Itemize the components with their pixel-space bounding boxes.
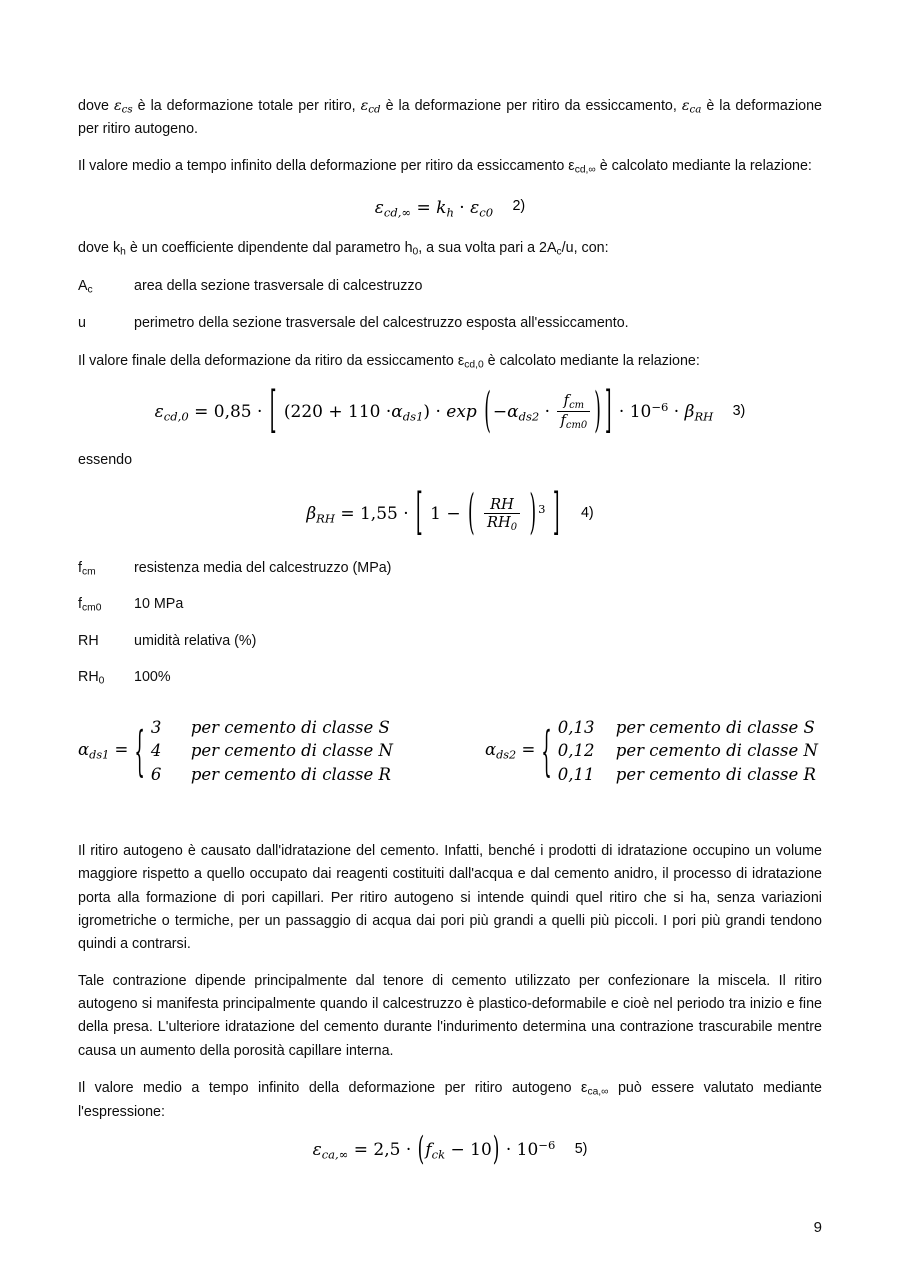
definition-description: resistenza media del calcestruzzo (MPa) bbox=[134, 560, 392, 577]
alpha-cases-block bbox=[78, 716, 822, 786]
text-dove: dove bbox=[78, 98, 114, 114]
text-deformazione-autogeno: è la deformazione per ritiro autogeno. bbox=[78, 98, 822, 138]
eq3-fraction: $\frac{f_{cm}}{f_{cm0}}$ bbox=[557, 392, 590, 431]
cases-row: 0,11 per cemento di classe R bbox=[557, 764, 816, 784]
paragraph-valore-finale: Il valore finale della deformazione da ritiro da essiccamento $\varepsilon_{cd,0}$ è calcolato mediante la relazione: bbox=[78, 352, 700, 371]
paragraph-valore-medio-essiccamento: Il valore medio a tempo infinito della deformazione per ritiro da essiccamento $\varepsilon_{cd,\infty}$ è calcolato mediante la relazione: bbox=[78, 158, 812, 176]
cases-row: 4 per cemento di classe N bbox=[150, 741, 393, 761]
eq5-number: 5) bbox=[574, 1140, 588, 1157]
equation-3: $\varepsilon_{cd,0} = 0,85$ · [ $(220 + 110 \cdot\alpha_{ds1}) \cdot \exp$ ( $-\alpha_{ds2}$ · $\frac{f_{cm}}{f_{cm0}}$ ) ] · $10^{-6} \cdot \beta_{RH}$ 3) bbox=[154, 382, 746, 441]
paragraph-valore-medio-autogeno: Il valore medio a tempo infinito della deformazione per ritiro autogeno $\varepsilon_{ca,\infty}$ può essere valutato mediante l'espressione: bbox=[78, 1079, 822, 1120]
cases-row: 0,13 per cemento di classe S bbox=[557, 718, 815, 738]
left-brace-icon: { bbox=[134, 720, 145, 783]
equation-2: $\varepsilon_{cd,\infty} = k_h \cdot \varepsilon_{c0}$ 2) bbox=[374, 197, 526, 220]
symbol-epsilon-ca: $\varepsilon_{ca}$ bbox=[681, 98, 702, 116]
definition-row bbox=[78, 275, 822, 299]
definition-row bbox=[78, 593, 822, 617]
definition-description: 100% bbox=[134, 668, 171, 685]
paragraph-kh-coefficient: dove $k_h$ è un coefficiente dipendente dal parametro $h_0$, a sua volta pari a $2A_c/u$, con: bbox=[78, 240, 609, 258]
page-number: 9 bbox=[813, 1219, 822, 1236]
equation-4: $\beta_{RH} = 1,55$ · [ 1 − ( $\frac{RH}{RH_0}$ ) $^3$ ] 4) bbox=[306, 485, 594, 544]
text-deformazione-totale: è la deformazione totale per ritiro, bbox=[132, 98, 361, 114]
definition-description: perimetro della sezione trasversale del calcestruzzo esposta all'essiccamento. bbox=[134, 314, 629, 331]
alpha-ds1-cases: $\alpha_{ds1}$ = { 3 per cemento di classe S 4 per cemento di classe N 6 per cemento di classe R bbox=[78, 716, 393, 786]
subscript-cd-inf: cd,∞ bbox=[574, 164, 596, 176]
paragraph-ritiro-autogeno-1: Il ritiro autogeno è causato dall'idratazione del cemento. Infatti, benché i prodotti di idratazione occupino un volume maggiore rispetto a quello occupato dai reagenti costituiti dall'acqua e dal cemento anidro, il processo di idratazione porta alla formazione di pori capillari. Per ritiro autogeno si intende quindi quel ritiro che si ha, senza variazioni igrometriche o termiche, per un passaggio di acqua dai pori più grandi a quelli più piccoli. I pori più grandi tendono quindi a contrarsi. bbox=[78, 843, 822, 952]
definition-term: $RH_0$ bbox=[78, 668, 105, 687]
definition-row bbox=[78, 312, 822, 336]
cases-row: 3 per cemento di classe S bbox=[150, 718, 390, 738]
symbol-definition-list bbox=[78, 557, 822, 690]
symbol-epsilon-cd: $\varepsilon_{cd}$ bbox=[360, 98, 381, 116]
definition-term: u bbox=[78, 314, 86, 331]
paragraph-ritiro-autogeno-2: Tale contrazione dipende principalmente dal tenore di cemento utilizzato per confezionare la miscela. Il ritiro autogeno si manifesta principalmente quando il calcestruzzo è plastico-deformabile e cioè nel periodo tra inizio e fine della presa. L'ulteriore idratazione del cemento durante l'indurimento determina una contrazione trascurabile mentre causa un aumento della porosità capillare interna. bbox=[78, 973, 822, 1059]
eq3-lhs: ε bbox=[154, 401, 164, 422]
eq5-lhs: ε bbox=[312, 1139, 322, 1160]
eq2-number: 2) bbox=[512, 198, 526, 215]
section-spacer bbox=[78, 806, 822, 840]
definition-description: 10 MPa bbox=[134, 596, 184, 613]
definition-description: umidità relativa (%) bbox=[134, 632, 257, 649]
definition-description: area della sezione trasversale di calcestruzzo bbox=[134, 278, 423, 295]
equation-5: $\varepsilon_{ca,\infty} = 2,5 \cdot (f_{ck} - 10) \cdot 10^{-6}$ 5) bbox=[312, 1130, 588, 1169]
definition-term: RH bbox=[78, 632, 99, 649]
definition-row bbox=[78, 630, 822, 654]
eq2-lhs: ε bbox=[374, 197, 384, 218]
eq3-exp: exp bbox=[446, 401, 477, 422]
alpha-ds2-cases: $\alpha_{ds2}$ = { 0,13 per cemento di classe S 0,12 per cemento di classe N 0,11 per cemento di classe R bbox=[485, 716, 818, 786]
left-brace-icon: { bbox=[541, 720, 552, 783]
definition-row bbox=[78, 557, 822, 581]
cases-row: 0,12 per cemento di classe N bbox=[557, 741, 818, 761]
eq4-fraction: $\frac{RH}{RH_0}$ bbox=[484, 496, 520, 533]
definition-term: $f_{cm}$ bbox=[78, 560, 96, 578]
definition-list-ac-u bbox=[78, 275, 822, 335]
paragraph-essendo: essendo bbox=[78, 451, 133, 468]
text-deformazione-essiccamento: è la deformazione per ritiro da essiccamento, bbox=[380, 98, 682, 114]
definition-term: $f_{cm0}$ bbox=[78, 596, 102, 614]
cases-row: 6 per cemento di classe R bbox=[150, 764, 391, 784]
definition-term: $A_c$ bbox=[78, 278, 93, 296]
definition-row bbox=[78, 666, 822, 690]
eq4-lhs: β bbox=[306, 504, 317, 525]
paragraph-definitions-intro bbox=[78, 95, 822, 141]
symbol-epsilon-cs: $\varepsilon_{cs}$ bbox=[113, 98, 133, 116]
eq4-number: 4) bbox=[580, 504, 594, 521]
eq3-number: 3) bbox=[732, 402, 746, 419]
